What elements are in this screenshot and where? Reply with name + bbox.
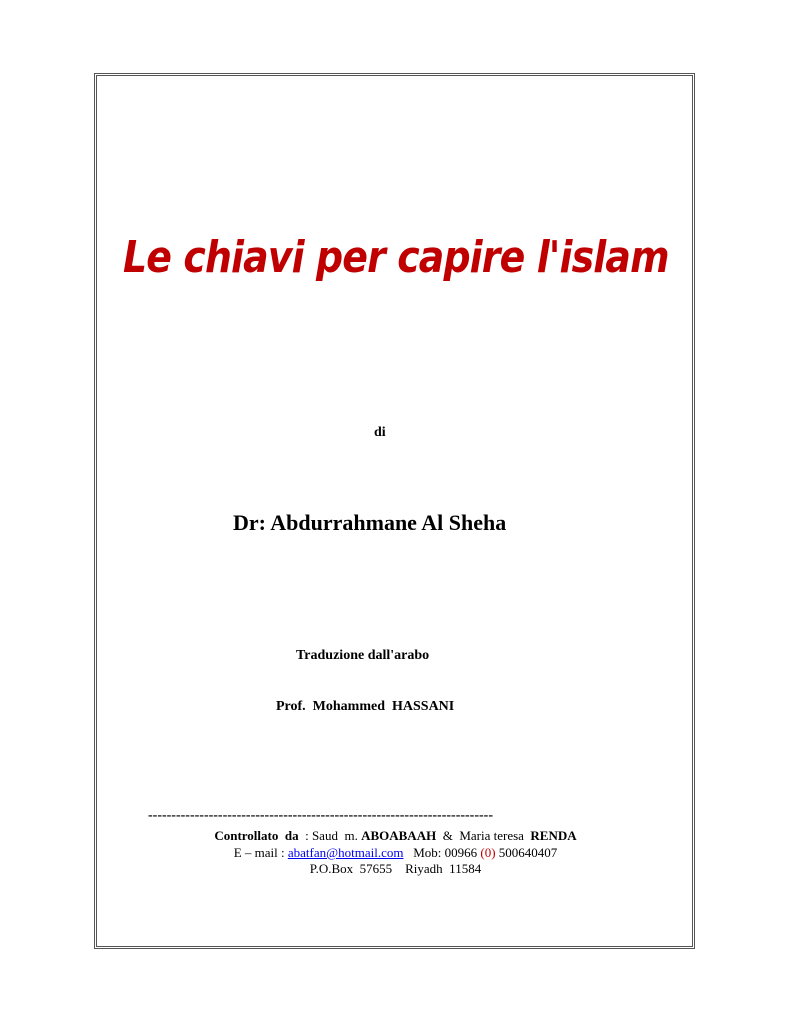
reviewed-label: Controllato da — [214, 828, 299, 843]
contact-line — [0, 845, 791, 861]
reviewer-2-surname: RENDA — [530, 828, 577, 843]
mobile-prefix: Mob: 00966 — [403, 845, 481, 860]
email-link[interactable]: abatfan@hotmail.com — [287, 845, 404, 860]
book-title: Le chiavi per capire l'islam — [123, 232, 669, 283]
reviewed-separator: : Saud m. — [298, 828, 362, 843]
separator-line: -------------------------------------------------------------------------- — [148, 808, 493, 823]
reviewed-and: & Maria teresa — [436, 828, 531, 843]
email-label: E – mail : — [233, 845, 288, 860]
translator-name: Prof. Mohammed HASSANI — [276, 699, 455, 714]
mobile-number: 500640407 — [495, 845, 558, 860]
mobile-zero: (0) — [480, 845, 496, 860]
by-label: di — [374, 425, 386, 440]
po-box-line: P.O.Box 57655 Riyadh 11584 — [309, 861, 482, 876]
translation-label: Traduzione dall'arabo — [296, 648, 430, 663]
reviewer-1-surname: ABOABAAH — [361, 828, 437, 843]
reviewers-line — [0, 828, 791, 844]
author-name: Dr: Abdurrahmane Al Sheha — [233, 510, 507, 535]
